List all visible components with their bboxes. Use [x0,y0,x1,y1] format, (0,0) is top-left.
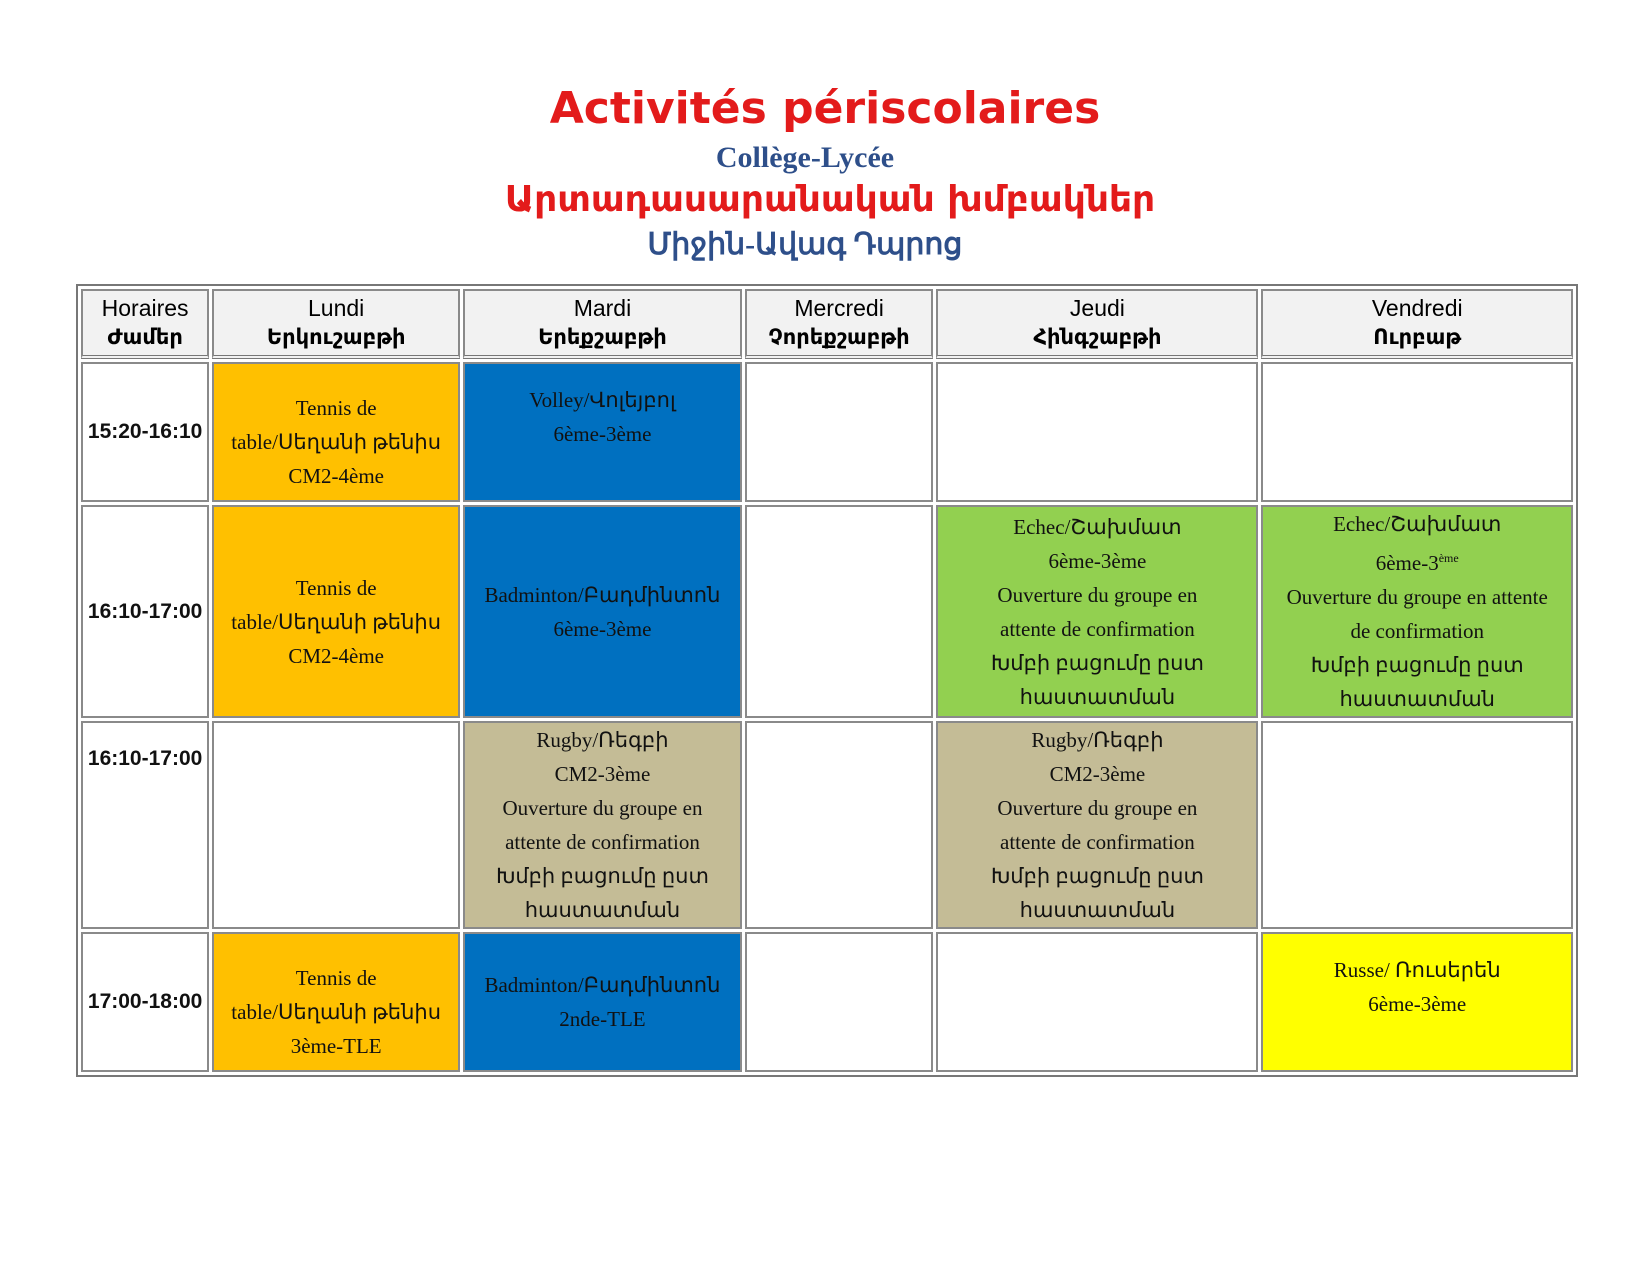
activity-cell-echec: Echec/Շախմատ 6ème-3ème Ouverture du groupe en attente de confirmation Խմբի բացումը ըստ հաստատման [936,505,1258,718]
activity-cell-badminton: Badminton/Բադմինտոն 2nde-TLE [463,932,742,1072]
activity-cell-tennis: Tennis de table/Սեղանի թենիս 3ème-TLE [212,932,460,1072]
page-subtitle-hy: Միջին-Ավագ Դպրոց [647,228,963,261]
activity-cell-volley: Volley/Վոլեյբոլ 6ème-3ème [463,362,742,502]
activity-cell-rugby: Rugby/Ռեգբի CM2-3ème Ouverture du groupe en attente de confirmation Խմբի բացումը ըստ հաստատման [936,721,1258,929]
page-title: Activités périscolaires [549,83,1101,134]
table-row [81,505,1573,718]
empty-cell [745,721,934,929]
table-row [81,362,1573,502]
empty-cell [212,721,460,929]
header-mercredi: Mercredi Չորեքշաբթի [745,289,934,359]
header-row [81,289,1573,359]
empty-cell [745,362,934,502]
activity-cell-russe: Russe/ Ռուսերեն 6ème-3ème [1261,932,1573,1072]
header-mardi: Mardi Երեքշաբթի [463,289,742,359]
header-vendredi: Vendredi Ուրբաթ [1261,289,1573,359]
empty-cell [1261,721,1573,929]
time-cell: 16:10-17:00 [81,721,209,929]
time-cell: 15:20-16:10 [81,362,209,502]
table-row [81,932,1573,1072]
activity-cell-badminton: Badminton/Բադմինտոն 6ème-3ème [463,505,742,718]
activity-cell-tennis: Tennis de table/Սեղանի թենիս CM2-4ème [212,505,460,718]
activity-cell-echec: Echec/Շախմատ 6ème-3ème Ouverture du groupe en attente de confirmation Խմբի բացումը ըստ հաստատման [1261,505,1573,718]
page-title-hy: Արտադասարանական խմբակներ [504,179,1156,220]
schedule-table [76,284,1578,1077]
page-subtitle-fr: Collège-Lycée [715,141,895,174]
header-lundi: Lundi Երկուշաբթի [212,289,460,359]
empty-cell [745,932,934,1072]
activity-cell-rugby: Rugby/Ռեգբի CM2-3ème Ouverture du groupe en attente de confirmation Խմբի բացումը ըստ հաստատման [463,721,742,929]
empty-cell [936,932,1258,1072]
empty-cell [745,505,934,718]
activity-cell-tennis: Tennis de table/Սեղանի թենիս CM2-4ème [212,362,460,502]
time-cell: 17:00-18:00 [81,932,209,1072]
empty-cell [936,362,1258,502]
table-row [81,721,1573,929]
header-jeudi: Jeudi Հինգշաբթի [936,289,1258,359]
header-horaires: Horaires Ժամեր [81,289,209,359]
time-cell: 16:10-17:00 [81,505,209,718]
empty-cell [1261,362,1573,502]
